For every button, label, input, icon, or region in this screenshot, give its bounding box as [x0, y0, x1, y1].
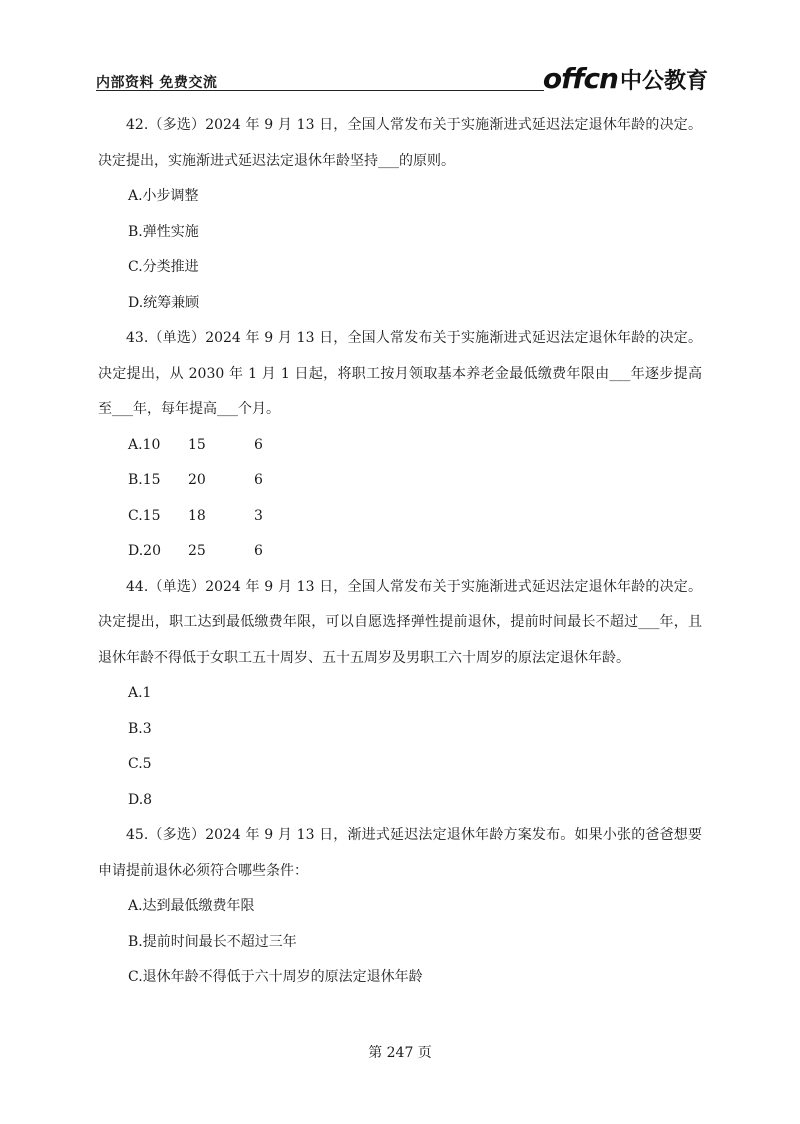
- option-d: D.8: [128, 791, 153, 808]
- offcn-logo: [543, 62, 708, 95]
- option-c: [128, 499, 702, 535]
- page-number: 第 247 页: [368, 1045, 432, 1061]
- question-44: [98, 570, 702, 819]
- header-rule: [96, 90, 544, 91]
- option-b: B.3: [128, 720, 152, 737]
- page-header: [96, 62, 708, 95]
- question-stem: 43.（单选）2024 年 9 月 13 日，全国人常发布关于实施渐进式延迟法定退休年龄的决定。决定提出，从 2030 年 1 月 1 日起，将职工按月领取基本养老金最低缴费年限由___年逐步提高至___年，每年提高___个月。: [98, 330, 702, 417]
- option-b: B.提前时间最长不超过三年: [128, 933, 297, 950]
- question-stem: 42.（多选）2024 年 9 月 13 日，全国人常发布关于实施渐进式延迟法定退休年龄的决定。决定提出，实施渐进式延迟法定退休年龄坚持___的原则。: [98, 117, 702, 169]
- option-a: A.小步调整: [128, 188, 199, 204]
- logo-chinese: 中公教育: [619, 69, 708, 94]
- question-42: [98, 108, 702, 321]
- option-b: [128, 463, 702, 499]
- option-c: C.5: [128, 756, 152, 772]
- option-label: B.15: [128, 472, 161, 488]
- question-43: [98, 321, 702, 570]
- option-value: 6: [254, 436, 263, 453]
- option-value: 3: [254, 507, 263, 524]
- question-stem: 44.（单选）2024 年 9 月 13 日，全国人常发布关于实施渐进式延迟法定退休年龄的决定。决定提出，职工达到最低缴费年限，可以自愿选择弹性提前退休，提前时间最长不超过___年，且退休年龄不得低于女职工五十周岁、五十五周岁及男职工六十周岁的原法定退休年龄。: [98, 578, 702, 666]
- option-c: C.分类推进: [128, 259, 199, 275]
- logo-mark: offcn: [542, 62, 618, 95]
- option-value: 25: [188, 543, 206, 559]
- option-label: C.15: [128, 507, 161, 524]
- option-d: [128, 534, 702, 570]
- question-stem: 45.（多选）2024 年 9 月 13 日，渐进式延迟法定退休年龄方案发布。如果小张的爸爸想要申请提前退休必须符合哪些条件：: [98, 827, 702, 879]
- option-value: 18: [188, 507, 206, 524]
- option-a: A.1: [128, 685, 152, 701]
- question-45: [98, 818, 702, 996]
- header-note: 内部资料 免费交流: [96, 75, 218, 91]
- option-label: D.20: [128, 543, 161, 559]
- option-value: 6: [254, 543, 263, 559]
- option-b: B.弹性实施: [128, 223, 199, 240]
- page-content: [98, 108, 702, 996]
- option-a: [128, 428, 702, 464]
- option-value: 6: [254, 472, 263, 488]
- option-d: D.统筹兼顾: [128, 294, 200, 311]
- option-a: A.达到最低缴费年限: [128, 898, 255, 914]
- option-label: A.10: [128, 436, 161, 453]
- option-value: 15: [188, 436, 206, 453]
- option-c: C.退休年龄不得低于六十周岁的原法定退休年龄: [128, 969, 423, 985]
- option-value: 20: [188, 472, 206, 488]
